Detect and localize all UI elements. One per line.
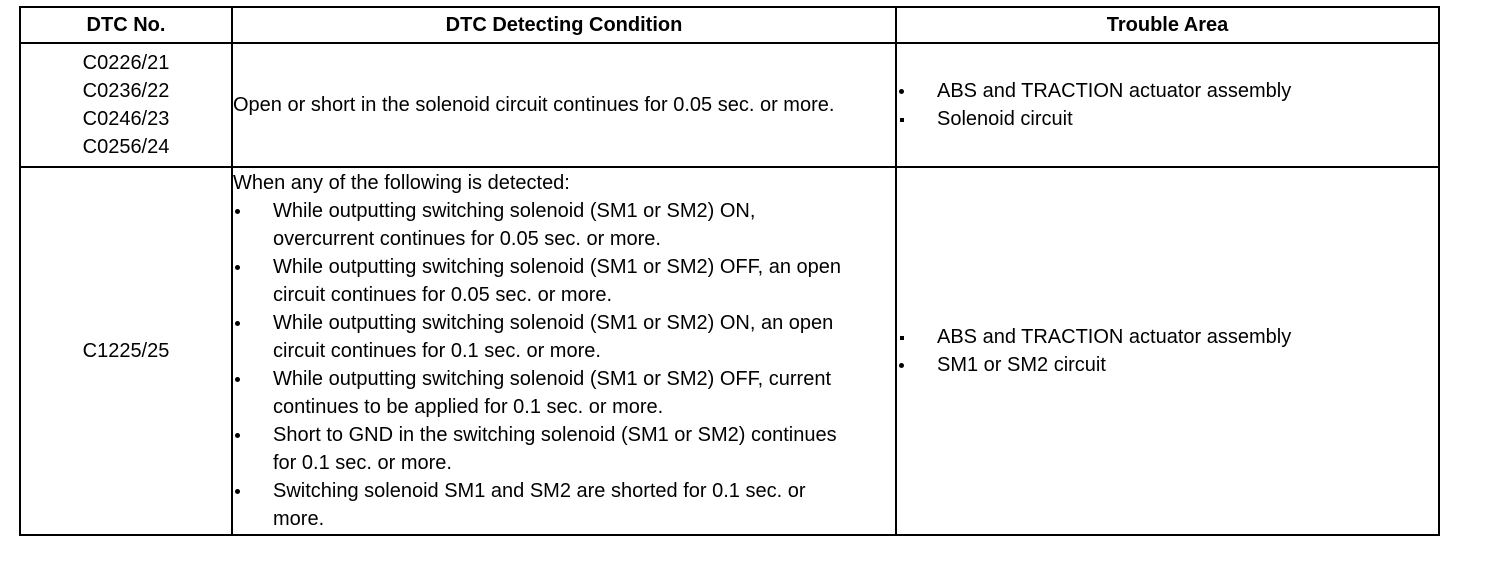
header-trouble-area: Trouble Area: [896, 7, 1439, 43]
condition-item: While outputting switching solenoid (SM1 or SM2) ON, overcurrent continues for 0.05 sec. or more.: [233, 197, 843, 253]
condition-item: While outputting switching solenoid (SM1 or SM2) OFF, an open circuit continues for 0.05 sec. or more.: [233, 253, 843, 309]
condition-cell: [232, 43, 896, 167]
trouble-area-list: [897, 77, 1438, 133]
dtc-code: C0226/21: [82, 52, 170, 74]
condition-list: [233, 197, 843, 533]
trouble-area-cell: [896, 43, 1439, 167]
dtc-code: C0236/22: [82, 80, 170, 102]
bullet-dot-icon: [235, 309, 240, 337]
condition-text: Open or short in the solenoid circuit continues for 0.05 sec. or more.: [233, 94, 835, 116]
condition-item: Short to GND in the switching solenoid (SM1 or SM2) continues for 0.1 sec. or more.: [233, 421, 843, 477]
condition-item: While outputting switching solenoid (SM1 or SM2) ON, an open circuit continues for 0.1 sec. or more.: [233, 309, 843, 365]
condition-cell: [232, 167, 896, 535]
header-condition: DTC Detecting Condition: [232, 7, 896, 43]
dtc-codes-cell: [20, 167, 232, 535]
condition-item: Switching solenoid SM1 and SM2 are shorted for 0.1 sec. or more.: [233, 477, 843, 533]
condition-intro: When any of the following is detected:: [233, 172, 570, 194]
trouble-area-item: Solenoid circuit: [897, 105, 1438, 133]
bullet-square-icon: [899, 323, 904, 351]
dtc-codes-cell: [20, 43, 232, 167]
table-row: [20, 43, 1439, 167]
trouble-area-item: ABS and TRACTION actuator assembly: [897, 77, 1438, 105]
table-row: [20, 167, 1439, 535]
bullet-dot-icon: [899, 77, 904, 105]
bullet-dot-icon: [235, 477, 240, 505]
trouble-area-list: [897, 323, 1438, 379]
dtc-code: C1225/25: [82, 340, 170, 362]
bullet-dot-icon: [235, 197, 240, 225]
dtc-code: C0256/24: [82, 136, 170, 158]
trouble-area-item: ABS and TRACTION actuator assembly: [897, 323, 1438, 351]
bullet-dot-icon: [235, 421, 240, 449]
bullet-dot-icon: [235, 365, 240, 393]
header-dtc-no: DTC No.: [20, 7, 232, 43]
bullet-dot-icon: [235, 253, 240, 281]
dtc-table: [19, 6, 1440, 536]
bullet-dot-icon: [899, 351, 904, 379]
header-row: [20, 7, 1439, 43]
condition-item: While outputting switching solenoid (SM1 or SM2) OFF, current continues to be applied for 0.1 sec. or more.: [233, 365, 843, 421]
bullet-square-icon: [899, 105, 904, 133]
dtc-code: C0246/23: [82, 108, 170, 130]
trouble-area-item: SM1 or SM2 circuit: [897, 351, 1438, 379]
trouble-area-cell: [896, 167, 1439, 535]
